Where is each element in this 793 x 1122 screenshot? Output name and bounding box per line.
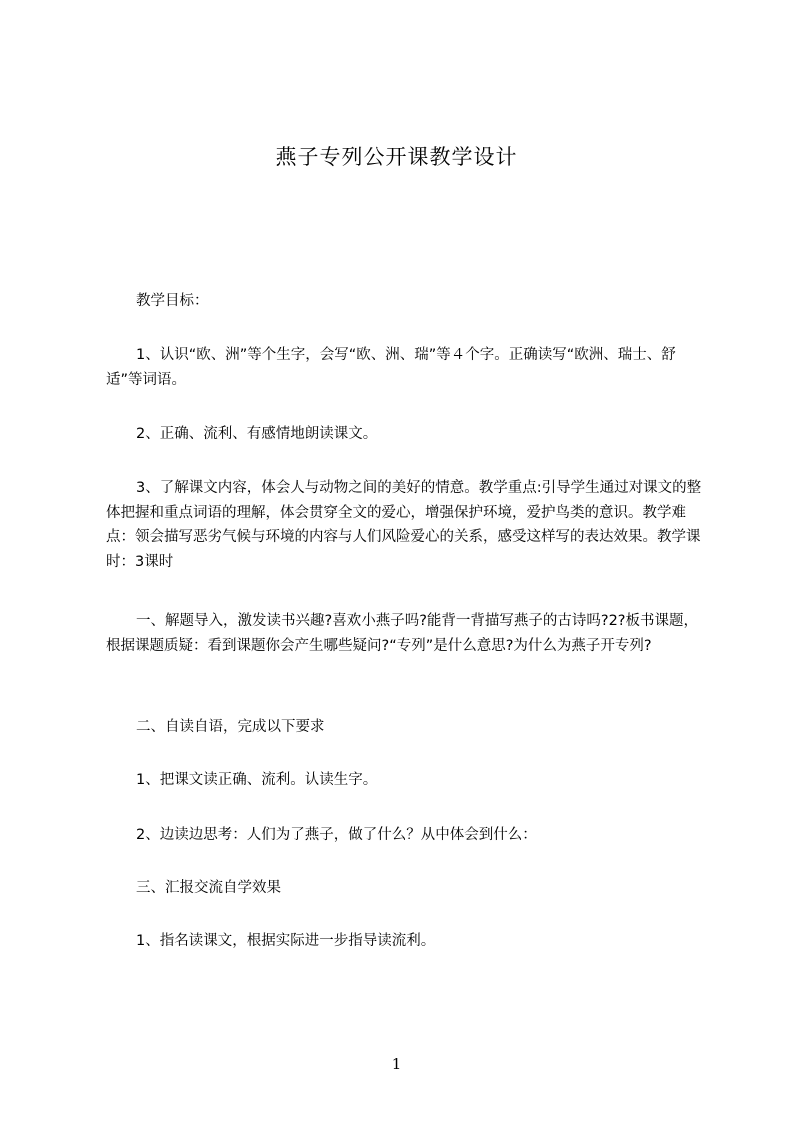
paragraph-section-1: 一、解题导入，激发读书兴趣?喜欢小燕子吗?能背一背描写燕子的古诗吗?2?板书课题，根据课题质疑：看到课题你会产生哪些疑问?“专列”是什么意思?为什么为燕子开专列? bbox=[106, 613, 699, 654]
paragraph-section-2: 二、自读自语，完成以下要求 bbox=[136, 719, 325, 735]
paragraph-objective-1: 1、认识“欧、洲”等个生字，会写“欧、洲、瑞”等４个字。正确读写“欧洲、瑞士、舒适”等词语。 bbox=[106, 347, 676, 388]
paragraph-section-2-item-2: 2、边读边思考：人们为了燕子，做了什么？从中体会到什么： bbox=[136, 827, 537, 843]
paragraph-section-3: 三、汇报交流自学效果 bbox=[136, 880, 281, 896]
paragraph-objective-3: 3、了解课文内容，体会人与动物之间的美好的情意。教学重点:引导学生通过对课文的整体把握和重点词语的理解，体会贯穿全文的爱心，增强保护环境，爱护鸟类的意识。教学难点：领会描写恶劣气候与环境的内容与人们风险爱心的关系，感受这样写的表达效果。教学课时：3课时 bbox=[106, 480, 702, 570]
paragraph-section-3-item-1: 1、指名读课文，根据实际进一步指导读流利。 bbox=[136, 933, 436, 949]
page-number: 1 bbox=[391, 1055, 402, 1073]
paragraph-section-2-item-1: 1、把课文读正确、流利。认读生字。 bbox=[136, 772, 378, 788]
document-title: 燕子专列公开课教学设计 bbox=[275, 145, 518, 169]
paragraph-objectives-heading: 教学目标： bbox=[136, 293, 209, 309]
paragraph-objective-2: 2、正确、流利、有感情地朗读课文。 bbox=[136, 426, 378, 442]
